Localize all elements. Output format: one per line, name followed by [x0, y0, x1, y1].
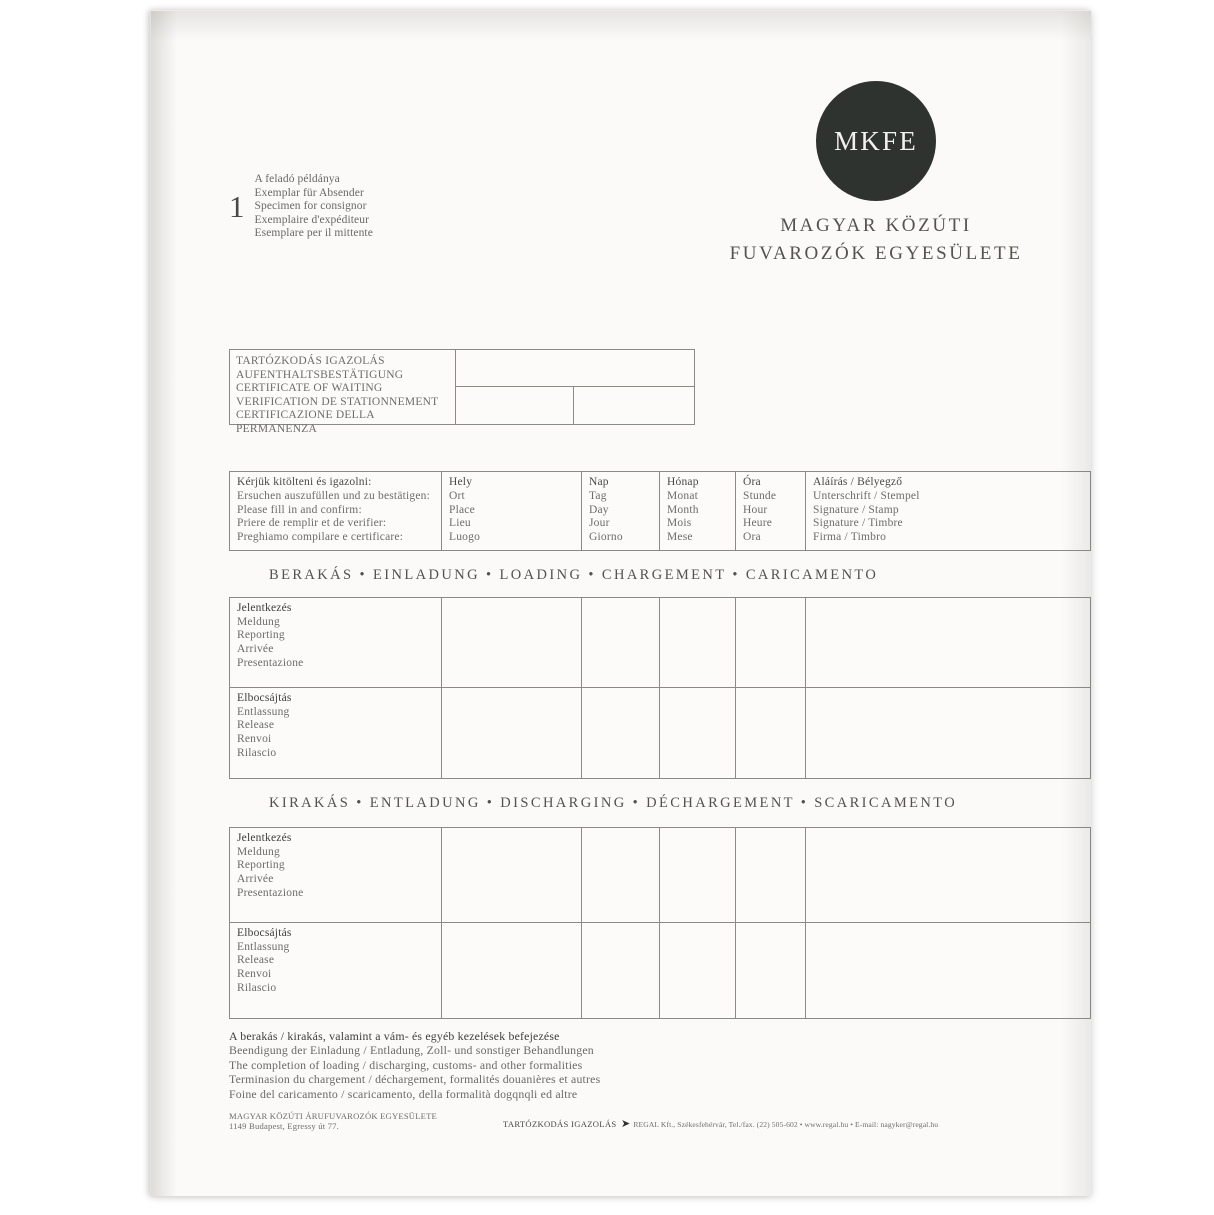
table-row — [230, 923, 1090, 1018]
completion-note-fr: Terminasion du chargement / déchargement, formalités douanières et autres — [229, 1072, 601, 1087]
discharging-release-place-field[interactable] — [442, 923, 582, 1018]
table-row — [230, 828, 1090, 923]
discharging-reporting-it: Presentazione — [237, 886, 304, 899]
association-name-line-1: MAGYAR KÖZÚTI — [780, 215, 972, 236]
discharging-release-en: Release — [237, 954, 275, 967]
column-header-month — [660, 472, 736, 550]
completion-note-it: Foine del caricamento / scaricamento, della formalità dogqnqli ed altre — [229, 1086, 578, 1101]
loading-release-en: Release — [237, 719, 275, 732]
footer-association-address — [229, 1111, 437, 1132]
place-de: Ort — [449, 489, 465, 502]
discharging-release-month-field[interactable] — [660, 923, 736, 1018]
certificate-of-waiting-fields — [456, 350, 694, 424]
waiting-field-lower-right[interactable] — [574, 387, 694, 424]
instruction-en: Please fill in and confirm: — [237, 503, 362, 516]
loading-reporting-en: Reporting — [237, 629, 285, 642]
column-header-day — [582, 472, 660, 550]
completion-note-de: Beendigung der Einladung / Entladung, Zoll- und sonstiger Behandlungen — [229, 1043, 594, 1058]
discharging-release-signature-field[interactable] — [806, 923, 1090, 1018]
copy-lang-fr: Exemplaire d'expéditeur — [254, 213, 370, 226]
loading-reporting-de: Meldung — [237, 615, 280, 628]
loading-section-caption: BERAKÁS • EINLADUNG • LOADING • CHARGEMENT • CARICAMENTO — [269, 567, 879, 583]
month-it: Mese — [667, 531, 693, 544]
loading-release-de: Entlassung — [237, 705, 290, 718]
loading-release-hour-field[interactable] — [736, 688, 806, 778]
discharging-release-de: Entlassung — [237, 940, 290, 953]
discharging-release-it: Rilascio — [237, 981, 277, 994]
discharging-release-fr: Renvoi — [237, 968, 272, 981]
association-logo-block — [711, 81, 1041, 265]
hour-it: Ora — [743, 531, 761, 544]
column-header-instruction — [230, 472, 442, 550]
mkfe-logo-text: MKFE — [834, 125, 918, 156]
completion-note — [229, 1029, 600, 1101]
waiting-field-lower-left[interactable] — [456, 387, 574, 424]
regal-logo-icon: ➤ — [621, 1118, 631, 1130]
discharging-release-hour-field[interactable] — [736, 923, 806, 1018]
hour-fr: Heure — [743, 517, 773, 530]
table-row — [230, 688, 1090, 778]
certificate-of-waiting-labels — [230, 350, 456, 435]
loading-release-month-field[interactable] — [660, 688, 736, 778]
column-header-hour — [736, 472, 806, 550]
completion-note-en: The completion of loading / discharging, customs- and other formalities — [229, 1057, 583, 1072]
loading-release-hu: Elbocsájtás — [237, 692, 292, 704]
loading-reporting-it: Presentazione — [237, 656, 304, 669]
loading-reporting-signature-field[interactable] — [806, 598, 1090, 687]
discharging-section-caption: KIRAKÁS • ENTLADUNG • DISCHARGING • DÉCHARGEMENT • SCARICAMENTO — [269, 795, 958, 811]
footer-association-address-line: 1149 Budapest, Egressy út 77. — [229, 1121, 340, 1132]
waiting-field-upper[interactable] — [456, 350, 694, 387]
signature-hu: Aláírás / Bélyegző — [813, 476, 903, 488]
day-en: Day — [589, 503, 609, 516]
copy-lang-en: Specimen for consignor — [254, 200, 367, 213]
discharging-reporting-hour-field[interactable] — [736, 828, 806, 922]
waiting-label-hu: TARTÓZKODÁS IGAZOLÁS — [236, 355, 385, 367]
discharging-release-day-field[interactable] — [582, 923, 660, 1018]
discharging-reporting-de: Meldung — [237, 845, 280, 858]
loading-reporting-day-field[interactable] — [582, 598, 660, 687]
loading-reporting-month-field[interactable] — [660, 598, 736, 687]
table-row — [230, 598, 1090, 688]
column-header-signature — [806, 472, 1090, 550]
copy-language-list — [255, 173, 373, 241]
loading-release-fr: Renvoi — [237, 733, 272, 746]
loading-release-label — [230, 688, 442, 778]
completion-note-hu: A berakás / kirakás, valamint a vám- és egyéb kezelések befejezése — [229, 1029, 560, 1043]
discharging-reporting-en: Reporting — [237, 859, 285, 872]
loading-release-day-field[interactable] — [582, 688, 660, 778]
signature-de: Unterschrift / Stempel — [813, 489, 920, 502]
hour-en: Hour — [743, 503, 768, 516]
waiting-label-fr: VERIFICATION DE STATIONNEMENT — [236, 395, 439, 408]
loading-reporting-label — [230, 598, 442, 687]
day-de: Tag — [589, 489, 607, 502]
footer-printer-info — [621, 1119, 938, 1130]
column-header-place — [442, 472, 582, 550]
loading-release-it: Rilascio — [237, 746, 277, 759]
copy-lang-de: Exemplar für Absender — [254, 186, 364, 199]
place-en: Place — [449, 503, 475, 516]
discharging-reporting-day-field[interactable] — [582, 828, 660, 922]
place-fr: Lieu — [449, 517, 471, 530]
copy-lang-it: Esemplare per il mittente — [254, 227, 373, 240]
hour-hu: Óra — [743, 476, 761, 488]
discharging-table — [229, 827, 1091, 1019]
footer-form-title: TARTÓZKODÁS IGAZOLÁS — [503, 1119, 617, 1129]
form-sheet — [150, 10, 1091, 1196]
footer-printer-text: REGAL Kft., Székesfehérvár, Tel./fax. (22) 505-602 • www.regal.hu • E-mail: nagyker@regal.hu — [633, 1120, 939, 1129]
discharging-release-hu: Elbocsájtás — [237, 927, 292, 939]
copy-lang-hu: A feladó példánya — [254, 173, 340, 185]
place-it: Luogo — [449, 531, 481, 544]
loading-reporting-hour-field[interactable] — [736, 598, 806, 687]
waiting-label-en: CERTIFICATE OF WAITING — [236, 382, 383, 395]
discharging-reporting-fr: Arrivée — [237, 873, 274, 886]
signature-it: Firma / Timbro — [813, 531, 887, 544]
month-fr: Mois — [667, 517, 692, 530]
instruction-hu: Kérjük kitölteni és igazolni: — [237, 476, 372, 488]
place-hu: Hely — [449, 476, 473, 488]
discharging-reporting-label — [230, 828, 442, 922]
discharging-reporting-signature-field[interactable] — [806, 828, 1090, 922]
signature-en: Signature / Stamp — [813, 503, 899, 516]
instruction-fr: Priere de remplir et de verifier: — [237, 517, 387, 530]
mkfe-logo-icon — [816, 81, 936, 201]
certificate-of-waiting-box — [229, 349, 695, 435]
hour-de: Stunde — [743, 489, 777, 502]
day-it: Giorno — [589, 531, 623, 544]
copy-designation — [229, 173, 373, 241]
month-de: Monat — [667, 489, 699, 502]
waiting-label-de: AUFENTHALTSBESTÄTIGUNG — [236, 368, 404, 381]
discharging-release-label — [230, 923, 442, 1018]
instruction-de: Ersuchen auszufüllen und zu bestätigen: — [237, 489, 431, 502]
discharging-reporting-place-field[interactable] — [442, 828, 582, 922]
discharging-reporting-hu: Jelentkezés — [237, 832, 292, 844]
copy-number: 1 — [229, 189, 245, 225]
month-en: Month — [667, 503, 699, 516]
loading-reporting-hu: Jelentkezés — [237, 602, 292, 614]
month-hu: Hónap — [667, 476, 699, 488]
day-fr: Jour — [589, 517, 610, 530]
loading-release-place-field[interactable] — [442, 688, 582, 778]
instruction-it: Preghiamo compilare e certificare: — [237, 531, 404, 544]
loading-release-signature-field[interactable] — [806, 688, 1090, 778]
footer-association-name: MAGYAR KÖZÚTI ÁRUFUVAROZÓK EGYESÜLETE — [229, 1111, 437, 1121]
loading-reporting-fr: Arrivée — [237, 643, 274, 656]
discharging-reporting-month-field[interactable] — [660, 828, 736, 922]
signature-fr: Signature / Timbre — [813, 517, 903, 530]
waiting-label-it: CERTIFICAZIONE DELLA PERMANENZA — [236, 409, 375, 435]
day-hu: Nap — [589, 476, 609, 488]
column-headers-table — [229, 471, 1091, 551]
paper-shading — [151, 11, 1091, 41]
loading-table — [229, 597, 1091, 779]
loading-reporting-place-field[interactable] — [442, 598, 582, 687]
association-name-line-2: FUVAROZÓK EGYESÜLETE — [729, 243, 1023, 264]
